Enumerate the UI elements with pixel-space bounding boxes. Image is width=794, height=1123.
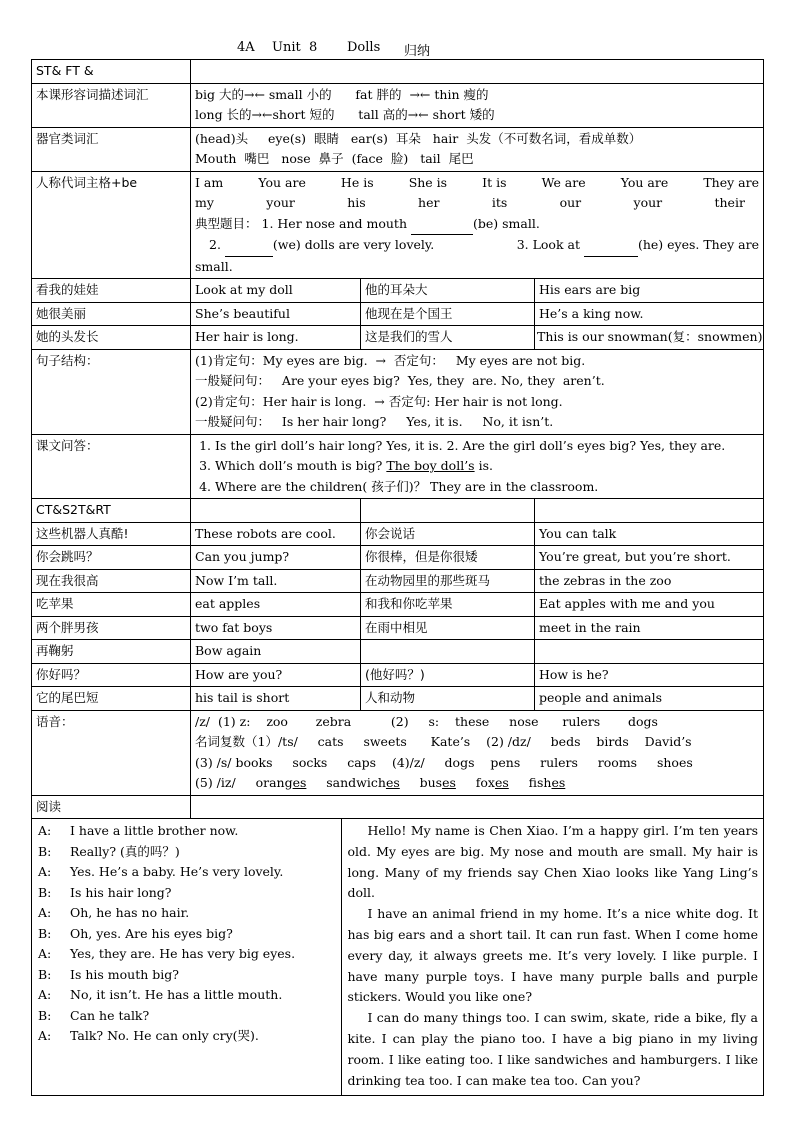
phonics-content: /z/ (1) z: zoo zebra (2) s: these nose rulers dogs 名词复数（1）/ts/ cats sweets Kate’s (2) /dz/ beds birds David’s (3) /s/ books socks caps (4)/z/ dogs pens rulers rooms shoes (5) /iz/ oranges sandwiches buses foxes fishes xyxy=(191,710,764,795)
section2-header: CT&S2T&RT xyxy=(32,499,191,523)
title-grade: 4A xyxy=(237,40,255,55)
pronouns-content xyxy=(191,171,764,279)
phrase-row: 这些机器人真酷! These robots are cool. 你会说话 You can talk xyxy=(32,522,764,546)
blank-field[interactable] xyxy=(225,235,273,257)
pronouns-row2 xyxy=(195,193,759,214)
reading-content xyxy=(32,819,764,1096)
possessive-cell: her xyxy=(418,195,440,210)
possessive-cell: my xyxy=(195,195,214,210)
pronoun-cell: You are xyxy=(620,174,669,190)
structure-content: (1)肯定句：My eyes are big. → 否定句： My eyes are not big. 一般疑问句： Are your eyes big? Yes, they are. No, they aren’t. (2)肯定句：Her hair is long. → 否定句: Her hair is not long. 一般疑问句： Is her hair long? Yes, it is. No, it isn’t. xyxy=(191,349,764,434)
adjectives-line1: big 大的→← small 小的 fat 胖的 →← thin 瘦的 xyxy=(195,86,489,102)
phrase-row: 看我的娃娃 Look at my doll 他的耳朵大 His ears are big xyxy=(32,279,764,303)
phrase-row: 你好吗？ How are you? (他好吗？) How is he? xyxy=(32,663,764,687)
adjectives-label: 本课形容词描述词汇 xyxy=(32,83,191,127)
pronoun-cell: We are xyxy=(541,174,586,190)
reading-passage xyxy=(341,819,764,1095)
passage-paragraph: I can do many things too. I can swim, skate, ride a bike, fly a kite. I can play the piano too. I have a big piano in my living room. I like eating too. I like sandwiches and hamburgers. I like drinking tea too. I can make tea too. Can you? xyxy=(347,1010,758,1088)
possessive-cell: our xyxy=(559,195,582,210)
passage-paragraph: I have an animal friend in my home. It’s a nice white dog. It has big ears and a short tail. It can run fast. When I come home every day, it always greets me. It’s very lovely. I like purple. I have many purple toys. I have many purple balls and purple stickers. Would you like one? xyxy=(347,906,758,1005)
phrase-row: 她的头发长 Her hair is long. 这是我们的雪人 This is our snowman(复：snowmen) xyxy=(32,326,764,350)
pronoun-cell: You are xyxy=(258,174,306,190)
phonics-label: 语音： xyxy=(32,710,191,795)
pronoun-cell: She is xyxy=(408,174,448,190)
title-summary: 归纳 xyxy=(404,44,431,59)
organs-line2: Mouth 嘴巴 nose 鼻子 (face 脸) tail 尾巴 xyxy=(195,151,474,166)
reading-dialogue: A: I have a little brother now. B: Really? (真的吗？) A: Yes. He’s a baby. He’s very lovely. B: Is his hair long? A: Oh, he has no hair. B: Oh, yes. Are his eyes big? A: Yes, they are. He has very big eyes. B: Is his mouth big? A: No, it isn’t. He has a little mouth. B: Can he talk? A: Talk? No. He can only cry(哭). xyxy=(32,819,341,1095)
possessive-cell: its xyxy=(491,195,508,210)
phrase-row: 你会跳吗？ Can you jump? 你很棒，但是你很矮 You’re great, but you’re short. xyxy=(32,546,764,570)
qa-label: 课文问答： xyxy=(32,434,191,499)
structure-label: 句子结构： xyxy=(32,349,191,434)
title-topic: Dolls xyxy=(347,40,381,55)
organs-label: 器官类词汇 xyxy=(32,127,191,171)
phrase-row: 两个胖男孩 two fat boys 在雨中相见 meet in the rain xyxy=(32,616,764,640)
phrase-row: 现在我很高 Now I’m tall. 在动物园里的那些斑马 the zebras in the zoo xyxy=(32,569,764,593)
pronouns-row1 xyxy=(195,173,759,194)
title-unit: Unit 8 xyxy=(272,40,318,55)
pronoun-cell: I am xyxy=(195,174,224,190)
phrase-row: 再鞠躬 Bow again xyxy=(32,640,764,664)
possessive-cell: their xyxy=(714,195,745,210)
phrase-row: 她很美丽 She’s beautiful 他现在是个国王 He’s a king now. xyxy=(32,302,764,326)
possessive-cell: his xyxy=(347,195,366,210)
reading-label: 阅读 xyxy=(32,795,191,819)
pronoun-cell: They are xyxy=(703,174,759,190)
phonics-line5: (5) /iz/ oranges sandwiches buses foxes fishes xyxy=(195,775,566,790)
qa-content xyxy=(191,434,764,499)
typical-question-3-end: small. xyxy=(195,258,233,274)
pronouns-label: 人称代词主格+be xyxy=(32,171,191,279)
organs-line1: (head)头 eye(s) 眼睛 ear(s) 耳朵 hair 头发（不可数名词，看成单数） xyxy=(195,130,642,146)
summary-table xyxy=(31,59,764,1096)
pronoun-cell: He is xyxy=(340,174,374,190)
blank-field[interactable] xyxy=(411,214,473,236)
typical-question-1: 典型题目： 1. Her nose and mouth (be) small. xyxy=(195,214,759,236)
typical-question-2-3: 2. (we) dolls are very lovely. 3. Look at (he) eyes. They are xyxy=(195,235,759,257)
section1-header-blank xyxy=(191,60,764,84)
possessive-cell: your xyxy=(266,195,295,210)
qa-item: 1. Is the girl doll’s hair long? Yes, it is. 2. Are the girl doll’s eyes big? Yes, they are. xyxy=(215,436,759,457)
section1-header: ST& FT & xyxy=(32,60,191,84)
phrase-row: 它的尾巴短 his tail is short 人和动物 people and animals xyxy=(32,687,764,711)
organs-content xyxy=(191,127,764,171)
blank-field[interactable] xyxy=(584,235,638,257)
passage-paragraph: Hello! My name is Chen Xiao. I’m a happy girl. I’m ten years old. My eyes are big. My nose and mouth are small. My hair is long. Many of my friends say Chen Xiao looks like Yang Ling’s doll. xyxy=(347,823,758,901)
pronoun-cell: It is xyxy=(482,174,507,190)
adjectives-line2: long 长的→←short 短的 tall 高的→← short 矮的 xyxy=(195,107,495,122)
possessive-cell: your xyxy=(633,195,663,210)
adjectives-content xyxy=(191,83,764,127)
qa-item: 4. Where are the children( 孩子们)？ They are in the classroom. xyxy=(215,477,759,498)
qa-item: 3. Which doll’s mouth is big? The boy doll’s is. xyxy=(215,456,759,477)
phrase-row: 吃苹果 eat apples 和我和你吃苹果 Eat apples with me and you xyxy=(32,593,764,617)
